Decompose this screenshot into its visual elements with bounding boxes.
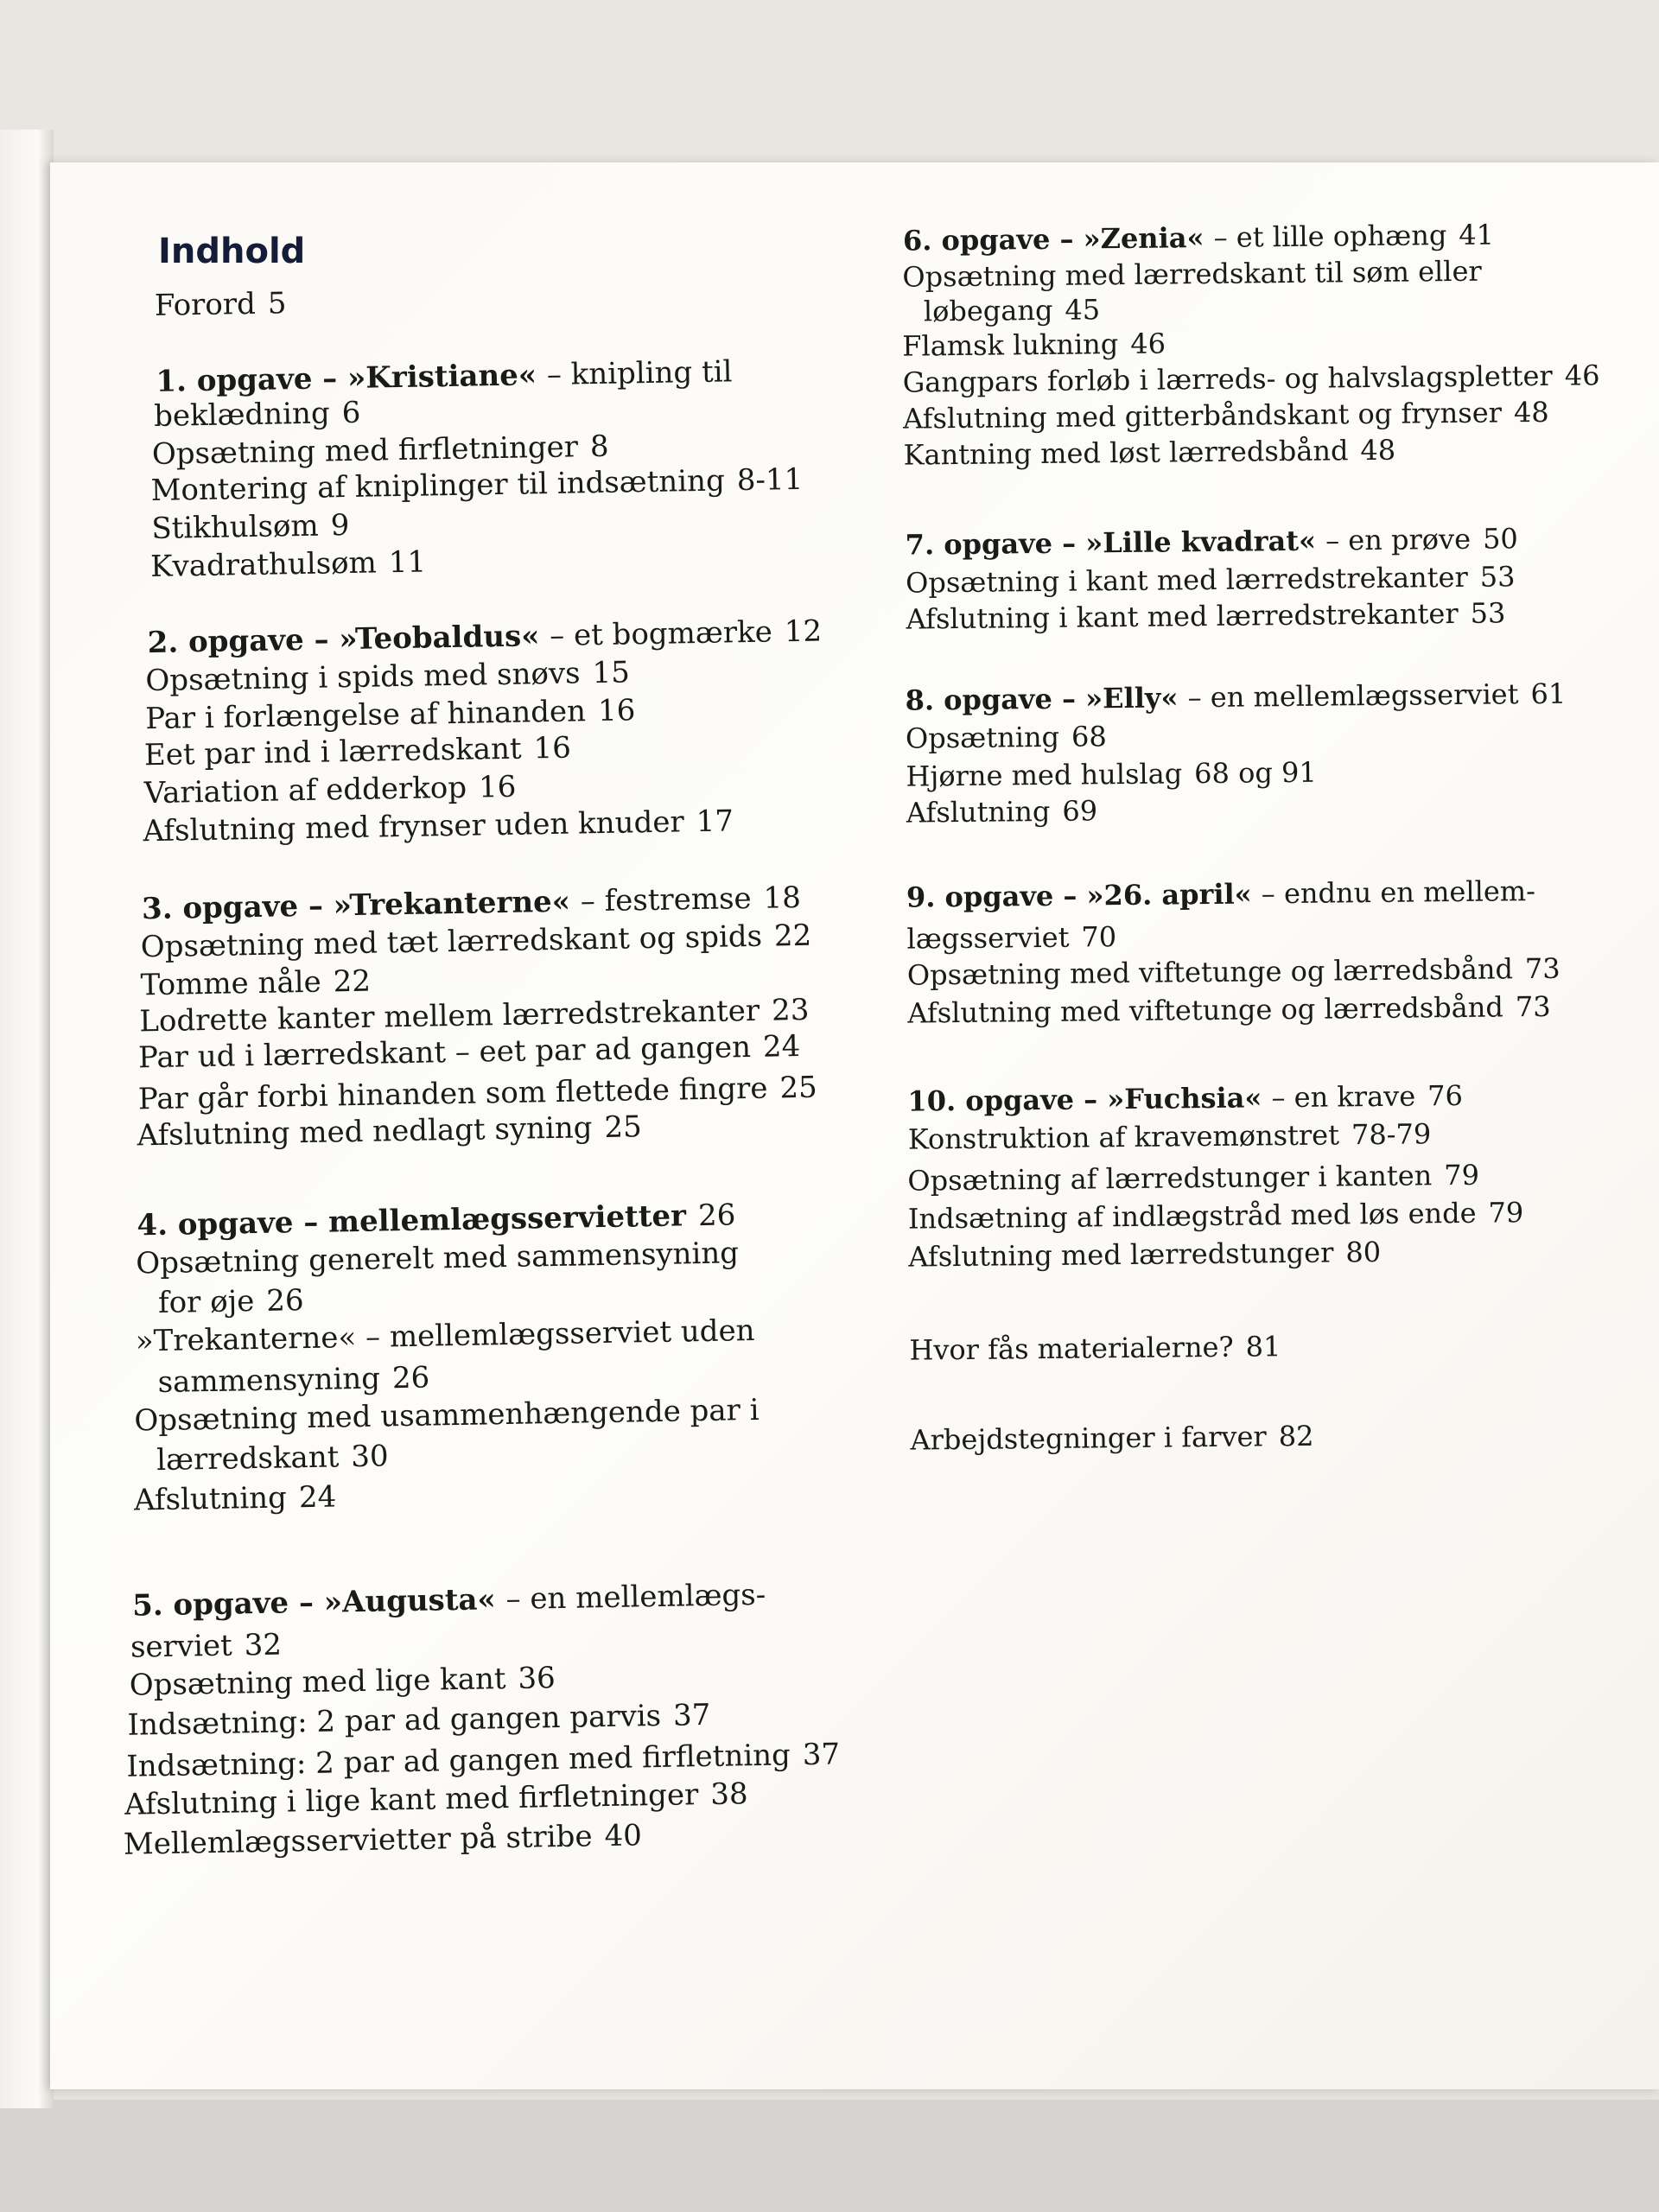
toc-chapter-label: 10. opgave – »Fuchsia«: [907, 1081, 1272, 1118]
toc-chapter-label: 1. opgave – »Kristiane«: [156, 358, 548, 399]
toc-entry: [906, 720, 1107, 754]
toc-entry: [147, 614, 822, 661]
toc-entry-text: Arbejdstegninger i farver: [910, 1420, 1267, 1457]
toc-entry-text: Kvadrathulsøm: [149, 545, 378, 585]
toc-entry: [903, 434, 1395, 472]
toc-entry-text: Gangpars forløb i lærreds- og halvslagspletter: [902, 359, 1553, 399]
toc-entry-text: Afslutning med nedlagt syning: [137, 1110, 593, 1154]
toc-entry: [907, 952, 1560, 992]
toc-entry-text: Opsætning af lærredstunger i kanten: [907, 1159, 1433, 1198]
toc-chapter-label: 5. opgave – »Augusta«: [131, 1582, 506, 1624]
toc-page-number: 15: [592, 655, 631, 691]
toc-entry-text: Indsætning af indlægstråd med løs ende: [907, 1196, 1477, 1236]
toc-entry: [134, 1393, 760, 1439]
toc-page-number: 38: [709, 1777, 748, 1812]
toc-entry: [129, 1661, 556, 1703]
toc-entry-text: Opsætning med viftetunge og lærredsbånd: [906, 952, 1514, 992]
toc-chapter-label: 4. opgave – mellemlægsservietter: [137, 1198, 687, 1243]
toc-page-number: 53: [1470, 596, 1506, 630]
toc-entry-text: for øje: [157, 1284, 255, 1321]
toc-page-number: 25: [604, 1109, 643, 1145]
toc-entry: [910, 1420, 1313, 1457]
toc-entry: [137, 1198, 735, 1243]
toc-entry-text: Lodrette kanter mellem lærredstrekanter: [139, 993, 760, 1039]
toc-page-number: 48: [1513, 395, 1549, 429]
toc-page-number: 22: [333, 963, 372, 1000]
toc-entry-text: Hvor fås materialerne?: [909, 1330, 1234, 1367]
toc-entry: [140, 964, 371, 1003]
table-surface: [0, 2100, 1659, 2212]
toc-entry-text: Opsætning generelt med sammensyning: [135, 1236, 740, 1281]
toc-page-number: 25: [779, 1070, 818, 1106]
toc-entry: [145, 693, 636, 736]
toc-page-number: 6: [341, 395, 361, 431]
toc-entry-text: Opsætning i spids med snøvs: [145, 656, 581, 699]
toc-page-number: 82: [1278, 1419, 1314, 1453]
toc-entry-text: Afslutning med viftetunge og lærredsbånd: [907, 990, 1504, 1030]
toc-entry: [907, 1159, 1479, 1198]
toc-entry-text: serviet: [130, 1628, 233, 1665]
toc-entry-text: – knipling til: [546, 354, 733, 393]
toc-entry-text: beklædning: [153, 396, 330, 434]
toc-entry-text: Tomme nåle: [140, 964, 322, 1003]
toc-entry-text: Indsætning: 2 par ad gangen med firfletning: [126, 1738, 791, 1784]
toc-entry: [156, 1439, 389, 1478]
toc-chapter-label: 9. opgave – »26. april«: [906, 877, 1262, 914]
toc-entry-text: Afslutning i lige kant med firfletninger: [124, 1777, 699, 1822]
toc-entry-text: lærredskant: [156, 1440, 340, 1478]
toc-entry-text: løbegang: [923, 293, 1053, 328]
toc-entry-text: Eet par ind i lærredskant: [143, 731, 522, 773]
left-page-edge: [0, 130, 54, 2108]
toc-page-number: 50: [1482, 522, 1518, 556]
toc-page-number: 12: [784, 613, 823, 650]
toc-entry: [902, 327, 1166, 362]
toc-entry-text: Opsætning med lærredskant til søm eller: [902, 254, 1482, 294]
toc-page-number: 24: [298, 1479, 337, 1516]
toc-entry: [130, 1628, 283, 1665]
toc-page-number: 68: [1071, 720, 1107, 753]
toc-entry-text: Opsætning med usammenhængende par i: [134, 1392, 760, 1439]
toc-page-number: 68 og 91: [1193, 755, 1317, 791]
toc-page-number: 26: [697, 1198, 736, 1234]
toc-entry: [124, 1818, 642, 1861]
toc-page-number: 18: [763, 880, 802, 916]
toc-entry: [151, 508, 350, 546]
toc-entry: [902, 255, 1482, 294]
toc-page-number: 45: [1065, 293, 1101, 327]
toc-entry: [909, 1330, 1281, 1367]
toc-page-number: 81: [1245, 1330, 1281, 1363]
toc-entry-text: Par i forlængelse af hinanden: [144, 694, 587, 737]
toc-entry: [907, 990, 1551, 1030]
toc-page-number: 16: [478, 769, 517, 805]
toc-page-number: 73: [1515, 989, 1551, 1024]
toc-entry-text: Variation af edderkop: [143, 770, 467, 811]
toc-entry-text: sammensyning: [157, 1361, 381, 1401]
toc-page-number: 9: [330, 508, 350, 543]
toc-entry: [144, 731, 572, 773]
toc-page-number: 36: [518, 1661, 556, 1696]
toc-entry: [154, 396, 361, 434]
toc-entry: [143, 770, 516, 811]
toc-entry: [908, 1236, 1381, 1274]
toc-entry: [156, 354, 733, 399]
toc-page-number: 30: [350, 1439, 389, 1475]
toc-entry: [158, 1283, 304, 1320]
toc-entry: [150, 544, 427, 584]
toc-chapter-label: 2. opgave – »Teobaldus«: [147, 618, 550, 661]
toc-entry-text: Opsætning med tæt lærredskant og spids: [140, 918, 763, 965]
toc-entry-text: – en mellemlægs-: [505, 1577, 766, 1618]
toc-entry: [906, 756, 1317, 793]
toc-page-number: 16: [597, 693, 636, 729]
toc-entry-text: – en mellemlægsserviet: [1187, 677, 1519, 715]
toc-entry-text: Afslutning med gitterbåndskant og frynser: [902, 396, 1503, 435]
toc-entry: [135, 1313, 754, 1359]
toc-page-number: 8-11: [736, 461, 804, 499]
toc-entry: [906, 920, 1116, 956]
toc-entry: [906, 560, 1516, 599]
toc-entry-text: »Trekanterne« – mellemlægsserviet uden: [135, 1313, 755, 1359]
toc-page-number: 5: [267, 286, 287, 321]
toc-page-number: 73: [1524, 951, 1560, 986]
toc-entry: [152, 429, 609, 472]
toc-entry: [145, 655, 630, 698]
toc-entry-text: Kantning med løst lærredsbånd: [903, 434, 1349, 472]
toc-title: Indhold: [158, 232, 306, 271]
toc-page-number: 79: [1488, 1196, 1524, 1230]
toc-entry-text: Montering af kniplinger til indsætning: [150, 463, 726, 509]
toc-entry: [907, 1079, 1463, 1118]
toc-entry-text: Afslutning i kant med lærredstrekanter: [906, 596, 1459, 636]
toc-entry-text: Par går forbi hinanden som flettede fingre: [137, 1071, 768, 1117]
toc-page-number: 53: [1479, 560, 1516, 594]
toc-page-number: 26: [265, 1283, 304, 1319]
toc-entry-text: Hjørne med hulslag: [906, 757, 1183, 793]
toc-page-number: 17: [696, 804, 734, 840]
toc-entry: [132, 1578, 766, 1624]
toc-page-number: 16: [533, 730, 572, 766]
toc-page-number: 32: [244, 1627, 283, 1663]
toc-page-number: 8: [589, 429, 609, 465]
toc-page-number: 69: [1062, 794, 1098, 828]
toc-entry: [924, 293, 1101, 327]
toc-entry-text: – en prøve: [1325, 522, 1471, 557]
toc-page-number: 26: [391, 1360, 430, 1396]
toc-entry: [137, 1109, 642, 1153]
toc-page-number: 76: [1427, 1078, 1464, 1113]
toc-entry-text: lægsserviet: [906, 920, 1070, 956]
toc-entry-text: Mellemlægsservietter på stribe: [123, 1819, 593, 1862]
toc-entry: [906, 874, 1535, 914]
toc-entry: [136, 1236, 739, 1281]
book-page: [50, 162, 1659, 2089]
toc-page-number: 70: [1081, 920, 1117, 954]
toc-entry: [134, 1479, 337, 1517]
toc-page-number: 61: [1530, 677, 1567, 711]
toc-page-number: 80: [1345, 1235, 1382, 1269]
toc-chapter-label: 7. opgave – »Lille kvadrat«: [905, 524, 1326, 562]
toc-page-number: 79: [1444, 1158, 1480, 1192]
toc-page-number: 37: [672, 1697, 711, 1733]
toc-entry: [903, 396, 1549, 435]
toc-entry: [906, 596, 1505, 635]
toc-entry: [141, 918, 812, 965]
toc-page-number: 40: [604, 1818, 643, 1854]
toc-entry-text: Opsætning med firfletninger: [151, 429, 579, 472]
toc-chapter-label: 8. opgave – »Elly«: [905, 681, 1188, 717]
toc-entry: [908, 1196, 1524, 1235]
toc-page-number: 37: [802, 1737, 841, 1773]
toc-page-number: 22: [773, 918, 812, 954]
toc-entry: [138, 1071, 817, 1117]
toc-entry: [903, 219, 1494, 257]
toc-entry-text: Opsætning med lige kant: [129, 1662, 506, 1703]
toc-page-number: 46: [1130, 327, 1166, 360]
toc-page-number: 23: [771, 992, 810, 1028]
toc-entry-text: Opsætning: [905, 720, 1060, 755]
toc-entry-text: Afslutning med lærredstunger: [908, 1236, 1334, 1274]
toc-chapter-label: 3. opgave – »Trekanterne«: [141, 884, 582, 927]
toc-entry-text: – et lille ophæng: [1213, 219, 1447, 254]
toc-entry: [906, 794, 1098, 829]
toc-entry-text: Forord: [154, 286, 257, 323]
toc-entry-text: Flamsk lukning: [902, 327, 1119, 363]
toc-page-number: 48: [1360, 433, 1396, 467]
toc-entry: [905, 677, 1566, 717]
toc-entry-text: Afslutning: [133, 1480, 288, 1518]
toc-entry-text: – festremse: [580, 880, 752, 919]
toc-entry-text: Par ud i lærredskant – eet par ad gangen: [137, 1030, 752, 1076]
toc-entry: [124, 1777, 748, 1822]
toc-entry-text: Indsætning: 2 par ad gangen parvis: [127, 1698, 662, 1743]
toc-entry: [908, 1117, 1432, 1155]
toc-entry-text: – en krave: [1271, 1079, 1416, 1115]
toc-page-number: 24: [762, 1029, 801, 1065]
toc-entry-text: Afslutning: [906, 794, 1051, 830]
toc-entry: [157, 1361, 429, 1400]
toc-entry-text: Afslutning med frynser uden knuder: [143, 804, 684, 849]
toc-entry: [905, 522, 1517, 561]
toc-entry-text: Konstruktion af kravemønstret: [907, 1118, 1340, 1156]
toc-page-number: 46: [1564, 359, 1600, 392]
toc-entry: [127, 1698, 710, 1743]
toc-entry-text: – et bogmærke: [549, 614, 773, 653]
toc-entry: [155, 286, 287, 323]
toc-entry: [143, 804, 734, 849]
toc-page-number: 41: [1459, 218, 1495, 251]
toc-entry-text: Opsætning i kant med lærredstrekanter: [905, 560, 1468, 600]
toc-entry-text: – endnu en mellem-: [1261, 874, 1536, 911]
toc-chapter-label: 6. opgave – »Zenia«: [902, 220, 1214, 257]
toc-entry-text: Stikhulsøm: [151, 508, 320, 547]
toc-entry: [903, 359, 1600, 398]
toc-page-number: 11: [388, 544, 427, 581]
toc-page-number: 78-79: [1351, 1117, 1432, 1152]
